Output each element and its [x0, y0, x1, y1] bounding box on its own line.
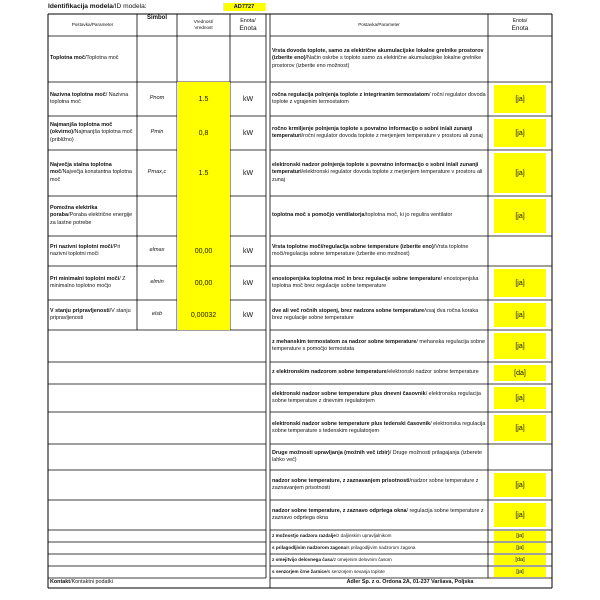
right-row-label	[270, 330, 488, 362]
right-row-label-text	[272, 92, 486, 106]
value-text: 1.5	[198, 169, 209, 177]
right-row-label-text	[272, 569, 385, 575]
left-row-nominal-heat-value	[177, 82, 230, 116]
unit-text: kW	[242, 247, 254, 255]
label-rest: /ročni regulator dovoda toplote z merjenjem temperature v prostoru ali zunaj	[301, 133, 483, 139]
left-row-minimum-heat-value	[177, 116, 230, 150]
right-row-value	[494, 503, 546, 527]
right-row-label-text	[272, 508, 486, 522]
right-row-label-text	[272, 244, 486, 258]
left-row-label-text	[50, 276, 135, 290]
label-rest: /Način oskrbe s toploto samo za električne akumulacijske lokalne grelnike prostorov (izberite eno možnost)	[272, 55, 482, 69]
right-row-value	[494, 531, 546, 541]
right-row-label	[270, 82, 488, 116]
left-row-nominal-heat-symbol	[137, 82, 177, 116]
label-bold: ročna regulacija polnjenja toplote z integriranim termostatom	[272, 91, 429, 98]
label-bold: s senzorjem črne žarnice	[272, 569, 327, 574]
model-id-label: Identifikacija modela/ID modela:	[48, 3, 147, 10]
right-row-value	[494, 239, 546, 263]
left-row-aux-standby-value	[177, 300, 230, 330]
right-row-value	[494, 447, 546, 467]
label-rest: / Druge možnosti prilagajanja (izberete lahko več)	[272, 449, 483, 463]
label-bold: elektronski nadzor sobne temperature plus dnevni časovnik	[272, 390, 426, 397]
right-row-value-text: [ja]	[515, 481, 525, 489]
label-bold: Najmanjša toplotna moč (okvirno)	[50, 122, 113, 136]
right-row-value	[494, 365, 546, 381]
label-rest: /nadzor sobne temperature z zaznavanjem prisotnosti	[272, 477, 479, 491]
right-row-label	[270, 530, 488, 542]
label-rest: /s senzorjem sevanja toplote	[326, 569, 385, 574]
right-row-value	[494, 415, 546, 441]
right-row-label-text	[272, 162, 486, 184]
right-row-label-text	[272, 557, 392, 563]
symbol-text: elmin	[150, 279, 164, 286]
label-rest: / ročni regulator dovoda toplote z vgrajenim termostatom	[272, 91, 486, 105]
label-rest: / Nazivna toplotna moč	[50, 91, 129, 105]
left-row-max-continuous-heat-symbol	[137, 150, 177, 196]
label-rest: /Največja konstantna toplotna moč	[50, 169, 132, 183]
right-header-unit	[488, 14, 552, 36]
right-row-label-text	[272, 421, 486, 435]
contact-address: Adler Sp. z o. Ordona 2A, 01-237 Varšava, Poljska	[346, 579, 474, 586]
right-row-value	[494, 269, 546, 297]
label-bold: Toplotna moč	[50, 55, 85, 62]
label-bold: V stanju pripravljenosti	[50, 307, 110, 314]
right-row-value-text: [da]	[514, 369, 526, 377]
left-section-text	[50, 205, 135, 227]
left-header-symbol	[137, 14, 177, 36]
left-header-value	[177, 14, 230, 36]
label-rest: / regulacija sobne temperature z zaznavo odprtega okna	[272, 507, 484, 521]
label-rest: /Toplotna moč	[84, 55, 119, 62]
right-row-label-text	[272, 126, 486, 140]
right-row-value	[494, 39, 546, 79]
label-rest: / enostopenjska toplotna moč brez regulacije sobne temperature	[272, 275, 479, 289]
label-bold: z elektronskim nadzorom sobne temperature	[272, 369, 387, 376]
left-row-nominal-heat-label	[48, 82, 137, 116]
value-text: 00,00	[194, 279, 213, 287]
label-rest: /Najmanjša toplotna moč (približno)	[50, 129, 133, 143]
left-row-max-continuous-heat-value	[177, 150, 230, 196]
right-row-value	[494, 555, 546, 565]
right-row-value-text: [ja]	[516, 533, 524, 539]
right-row-label	[270, 566, 488, 578]
label-bold: dve ali več ročnih stopenj, brez nadzora sobne temperature	[272, 307, 425, 314]
label-bold: elektronski nadzor polnjenja toplote s povratno informacijo o sobni in/ali zunanji temperaturi	[272, 162, 479, 176]
right-row-value-text: [ja]	[516, 569, 524, 575]
unit-text: kW	[242, 95, 254, 103]
left-row-label-text	[50, 92, 135, 106]
right-row-label	[270, 554, 488, 566]
right-row-label	[270, 384, 488, 412]
right-row-label	[270, 444, 488, 470]
left-row-minimum-heat-unit	[230, 116, 266, 150]
symbol-text: Pmin	[150, 129, 164, 136]
right-row-value-text: [ja]	[515, 511, 525, 519]
right-row-label-text	[272, 533, 391, 539]
right-row-value-text: [ja]	[515, 169, 525, 177]
right-row-label	[270, 300, 488, 330]
right-row-value	[494, 387, 546, 409]
label-bold: z mehanskim termostatom za nadzor sobne temperature	[272, 338, 417, 345]
right-row-label	[270, 236, 488, 266]
right-row-label	[270, 116, 488, 150]
right-row-value-text: [ja]	[515, 95, 525, 103]
right-header-parameter	[270, 14, 488, 36]
left-row-label-text	[50, 308, 135, 322]
label-bold: nadzor sobne temperature, z zaznavanjem prisotnosti	[272, 477, 410, 484]
left-row-aux-nominal-unit	[230, 236, 266, 266]
left-header-unit-2: Enota	[239, 25, 257, 32]
label-rest: /z omejenim delovnim časom	[332, 557, 392, 562]
left-row-aux-minimum-symbol	[137, 266, 177, 300]
right-row-value-text: [ja]	[515, 342, 525, 350]
left-row-label-text	[50, 122, 135, 144]
label-bold: z možnostjo nadzora razdalje	[272, 533, 336, 538]
value-text: 00,00	[194, 247, 213, 255]
right-row-value-text: [ja]	[515, 129, 525, 137]
contact-label: Kontakt /Kontaktni podatki	[50, 579, 113, 586]
right-row-label-text	[272, 308, 486, 322]
left-header-parameter	[48, 14, 137, 36]
label-rest: /vsaj dva ročna koraka brez regulacije sobne temperature	[272, 307, 479, 321]
right-row-label	[270, 362, 488, 384]
label-bold: toplotna moč s pomočjo ventilatorja	[272, 212, 365, 219]
unit-text: kW	[242, 129, 254, 137]
label-bold: Pomožna elektrika poraba	[50, 205, 98, 219]
left-row-label-text	[50, 162, 135, 184]
label-rest: / mehanska regulacija sobne temperature s pomočjo termostata	[272, 338, 486, 352]
symbol-text: elsb	[151, 311, 163, 318]
label-rest: /Pri nazivni toplotni moči	[50, 243, 121, 257]
label-bold: Pri nazivni toplotni moči	[50, 243, 113, 250]
right-row-value-text: [ja]	[515, 394, 525, 402]
right-row-value	[494, 333, 546, 359]
left-row-minimum-heat-symbol	[137, 116, 177, 150]
label-bold: z omejitvijo delovnega časa	[272, 557, 333, 562]
right-row-value	[494, 567, 546, 577]
right-row-label-text	[272, 369, 479, 376]
label-rest: /s prilagodljivim nadzorom zagona	[346, 545, 416, 550]
right-row-value	[494, 85, 546, 113]
symbol-text: Pnom	[149, 95, 165, 102]
right-row-label-text	[272, 391, 486, 405]
right-header-parameter-text: Postavka/Parameter	[358, 22, 400, 28]
left-header-unit	[230, 14, 266, 36]
label-bold: Pri minimalni toplotni moči	[50, 275, 120, 282]
label-rest: /elektronski regulator dovoda toplote z merjenjem temperature v prostoru ali zunaj	[272, 169, 483, 183]
label-bold: Največja stalna toplotna moč	[50, 162, 112, 176]
label-bold: ročno krmiljenje polnjenja toplote s povratno informacijo o sobni in/ali zunanji temperaturi	[272, 125, 473, 139]
left-row-label-text	[50, 244, 135, 258]
left-row-aux-nominal-value	[177, 236, 230, 266]
left-row-nominal-heat-unit	[230, 82, 266, 116]
symbol-text: Pmax,c	[147, 169, 167, 176]
left-section-text	[50, 55, 119, 62]
right-row-value-text: [ja]	[516, 545, 524, 551]
left-row-aux-minimum-value	[177, 266, 230, 300]
label-bold: Druge možnosti upravljanja (možnih več izbir)	[272, 449, 390, 456]
right-row-label	[270, 500, 488, 530]
label-rest: /Poraba električne energije za lastne potrebe	[50, 212, 133, 226]
right-row-label-text	[272, 450, 486, 464]
right-row-value-text: [da]	[515, 557, 525, 563]
left-row-aux-minimum-label	[48, 266, 137, 300]
right-row-label	[270, 36, 488, 82]
left-section-heading	[48, 36, 137, 82]
left-row-aux-nominal-symbol	[137, 236, 177, 266]
label-rest: /toplotna moč, ki jo regulira ventilator	[364, 212, 453, 219]
label-bold: elektronski nadzor sobne temperature plus tedenski časovnik	[272, 420, 431, 427]
right-row-value-text: [ja]	[515, 311, 525, 319]
right-row-label-text	[272, 212, 452, 219]
left-header-value-2: Vrednost	[194, 25, 213, 30]
value-text: 0,00032	[190, 311, 217, 319]
value-text: 0,8	[198, 129, 209, 137]
left-header-parameter-text: Postavka/Parameter	[71, 22, 114, 28]
label-rest: /elektronski nadzor sobne temperature	[386, 369, 479, 376]
left-row-aux-nominal-label	[48, 236, 137, 266]
right-row-value	[494, 119, 546, 147]
label-bold: Nazivna toplotna moč	[50, 91, 106, 98]
right-row-label-text	[272, 545, 415, 551]
right-row-value	[494, 153, 546, 193]
left-row-aux-standby-unit	[230, 300, 266, 330]
value-text: 1.5	[198, 95, 209, 103]
label-rest: / elektronska regulacija sobne temperature s tedenskim regulatorjem	[272, 420, 486, 434]
right-row-label-text	[272, 478, 486, 492]
unit-text: kW	[242, 279, 254, 287]
right-row-label	[270, 542, 488, 554]
left-section-heading	[48, 196, 137, 236]
left-section-value-blank	[177, 196, 230, 236]
label-bold: enostopenjska toplotna moč in brez regulacije sobne temperature	[272, 275, 441, 282]
label-rest: / elektronska regulacija sobne temperature z dnevnim regulatorjem	[272, 390, 481, 404]
label-rest: / Z minimalno toplotno močjo	[50, 275, 126, 289]
label-bold: nadzor sobne temperature, z zaznavo odprtega okna	[272, 507, 407, 514]
unit-text: kW	[242, 311, 254, 319]
right-row-label	[270, 412, 488, 444]
left-row-aux-standby-label	[48, 300, 137, 330]
right-header-unit-2: Enota	[511, 25, 529, 32]
left-row-max-continuous-heat-unit	[230, 150, 266, 196]
right-row-label-text	[272, 48, 486, 70]
right-row-label	[270, 470, 488, 500]
label-rest: /z daljinskim upravljalnikom	[335, 533, 392, 538]
left-row-aux-standby-symbol	[137, 300, 177, 330]
right-row-label	[270, 196, 488, 236]
right-row-value	[494, 543, 546, 553]
left-header-unit-1: Enota/	[240, 18, 256, 24]
left-row-max-continuous-heat-label	[48, 150, 137, 196]
label-rest: /Vrsta toplotne moči/regulacija sobne temperature (izberite eno možnost)	[272, 243, 469, 257]
unit-text: kW	[242, 169, 254, 177]
symbol-text: elmax	[149, 247, 165, 254]
right-row-value-text: [ja]	[515, 424, 525, 432]
left-header-value-1: Vrednost/	[193, 19, 214, 24]
label-bold: Vrsta toplotne moči/regulacija sobne temperature (izberite eno)	[272, 243, 434, 250]
right-row-label	[270, 266, 488, 300]
left-row-aux-minimum-unit	[230, 266, 266, 300]
left-row-minimum-heat-label	[48, 116, 137, 150]
label-bold: Vrsta dovoda toplote, samo za električne akumulacijske lokalne grelnike prostorov (izberite eno)	[272, 48, 484, 62]
right-header-unit-1: Enota/	[512, 18, 528, 24]
label-rest: /V stanju pripravljenosti	[50, 307, 131, 321]
right-row-label-text	[272, 339, 486, 353]
right-row-value-text: [ja]	[515, 212, 525, 220]
right-row-label-text	[272, 276, 486, 290]
left-header-symbol-text: Simbol	[146, 15, 167, 21]
right-row-value	[494, 473, 546, 497]
label-bold: s prilagodljivim nadzorom zagona	[272, 545, 347, 550]
right-row-value	[494, 303, 546, 327]
right-row-value	[494, 199, 546, 233]
right-row-value-text: [ja]	[515, 279, 525, 287]
model-id-value: AD7727	[223, 3, 265, 11]
right-row-label	[270, 150, 488, 196]
